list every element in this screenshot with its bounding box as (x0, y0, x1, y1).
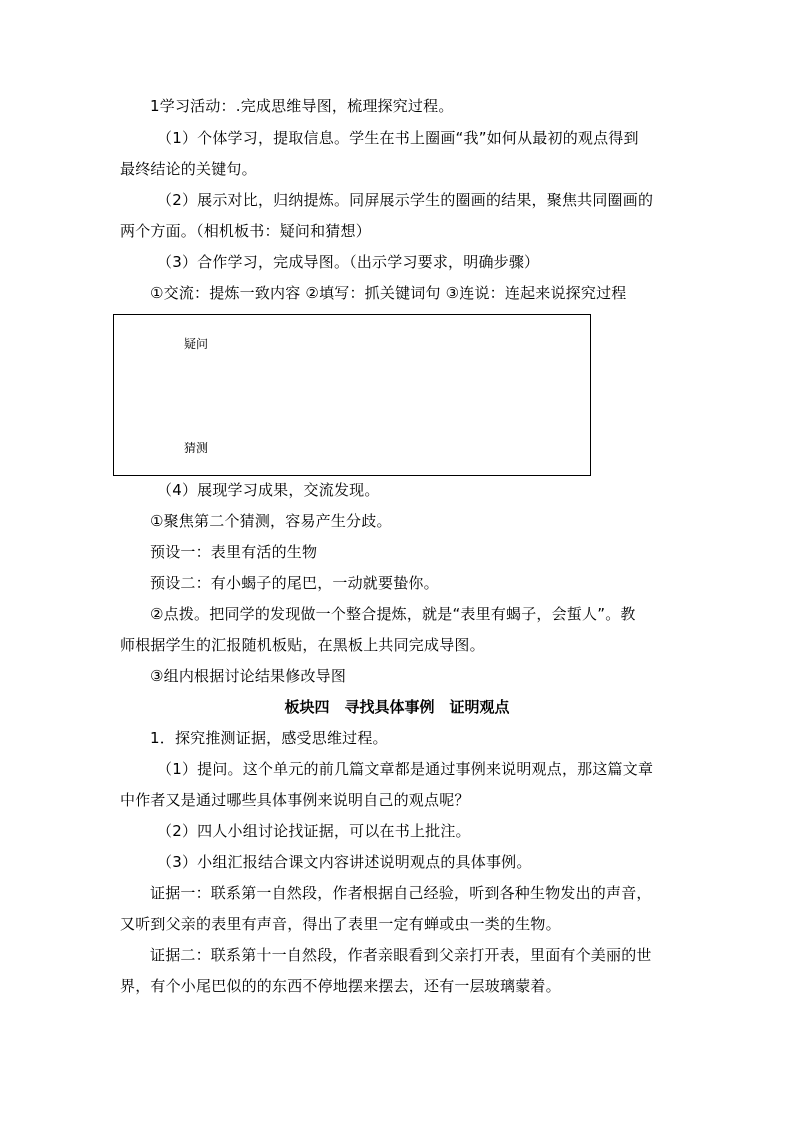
mind-map-label-guess: 猜测 (184, 441, 209, 455)
preset-two: 预设二：有小蝎子的尾巴，一动就要蛰你。 (150, 574, 439, 592)
preset-one: 预设一：表里有活的生物 (150, 543, 318, 561)
evidence-two-line-1: 证据二：联系第十一自然段，作者亲眼看到父亲打开表，里面有个美丽的世 (150, 946, 652, 964)
guidance-line-2: 师根据学生的汇报随机板贴，在黑板上共同完成导图。 (120, 636, 485, 654)
evidence-one-line-1: 证据一：联系第一自然段，作者根据自己经验，听到各种生物发出的声音， (150, 884, 652, 902)
revise-mind-map: ③组内根据讨论结果修改导图 (150, 667, 347, 685)
step-3-requirements: ①交流：提炼一致内容 ②填写：抓关键词句 ③连说：连起来说探究过程 (150, 284, 627, 302)
step-1-line-1: （1）个体学习，提取信息。学生在书上圈画“我”如何从最初的观点得到 (157, 129, 639, 147)
question-line-1: （1）提问。这个单元的前几篇文章都是通过事例来说明观点，那这篇文章 (157, 760, 654, 778)
section-heading: 板块四 寻找具体事例 证明观点 (284, 698, 510, 716)
step-3: （3）合作学习，完成导图。（出示学习要求，明确步骤） (157, 253, 540, 271)
step-2-line-1: （2）展示对比，归纳提炼。同屏展示学生的圈画的结果，聚焦共同圈画的 (157, 191, 654, 209)
step-1-line-2: 最终结论的关键句。 (120, 160, 257, 178)
step-4: （4）展现学习成果，交流发现。 (157, 481, 380, 499)
evidence-two-line-2: 界，有个小尾巴似的的东西不停地摆来摆去，还有一层玻璃蒙着。 (120, 977, 561, 995)
focus-second-guess: ①聚焦第二个猜测，容易产生分歧。 (150, 512, 392, 530)
guidance-line-1: ②点拨。把同学的发现做一个整合提炼，就是“表里有蝎子，会蜇人”。教 (150, 605, 636, 623)
mind-map-label-question: 疑问 (184, 337, 209, 351)
group-report: （3）小组汇报结合课文内容讲述说明观点的具体事例。 (157, 853, 532, 871)
question-line-2: 中作者又是通过哪些具体事例来说明自己的观点呢？ (120, 791, 470, 809)
group-discussion: （2）四人小组讨论找证据，可以在书上批注。 (157, 822, 471, 840)
evidence-one-line-2: 又听到父亲的表里有声音，得出了表里一定有蝉或虫一类的生物。 (120, 915, 561, 933)
explore-evidence: 1．探究推测证据，感受思维过程。 (150, 729, 388, 747)
activity-title: 1学习活动：.完成思维导图，梳理探究过程。 (150, 97, 454, 115)
step-2-line-2: 两个方面。（相机板书：疑问和猜想） (120, 222, 371, 240)
mind-map-box (113, 314, 591, 476)
